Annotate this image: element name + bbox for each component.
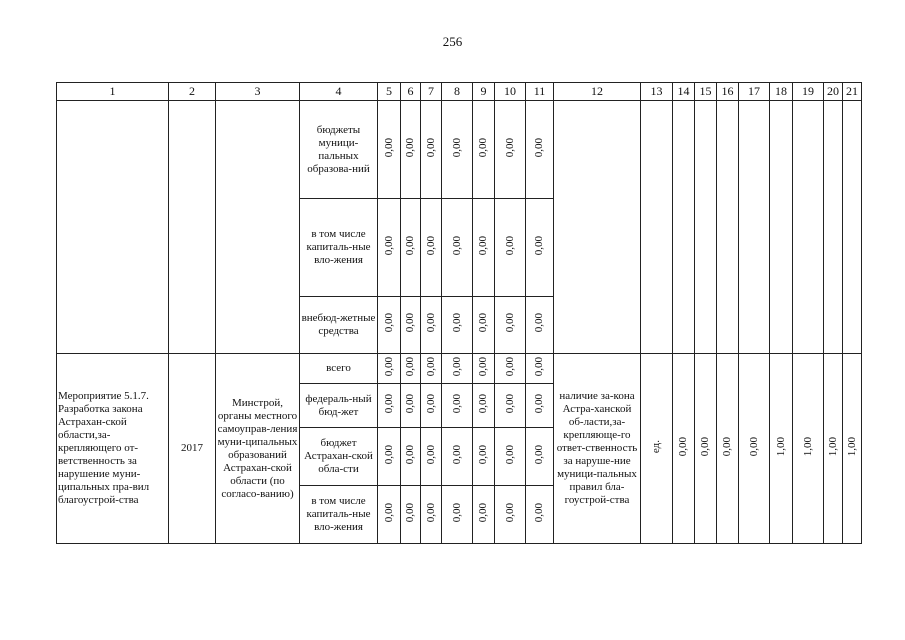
value-cell: 0,00 [473,428,495,486]
col-header: 4 [300,83,378,101]
empty-cell [673,101,695,354]
value-cell: 0,00 [495,354,526,384]
page-number: 256 [442,34,463,49]
value-cell: 0,00 [526,428,554,486]
value-cell: 0,00 [421,384,442,428]
indicator-name: наличие за-кона Астра-ханской об-ласти,за-крепляюще-го ответ-ственность за наруше-ние муници-пальных правил бла-гоустрой-ства [554,354,641,544]
value-cell: 0,00 [401,354,421,384]
source-label: в том числе капиталь-ные вло-жения [300,199,378,297]
value-cell: 0,00 [495,199,526,297]
value-cell: 0,00 [421,354,442,384]
measure-executor: Минстрой, органы местного самоуправ-ления муни-ципальных образований Астрахан-ской области (по согласо-ванию) [216,354,300,544]
value-cell: 0,00 [495,101,526,199]
value-cell: 0,00 [442,354,473,384]
value-cell: 0,00 [378,101,401,199]
value-cell: 0,00 [495,428,526,486]
empty-cell [824,101,843,354]
col-header: 1 [57,83,169,101]
col-header: 3 [216,83,300,101]
empty-cell [770,101,793,354]
empty-cell [695,101,717,354]
source-label: бюджет Астрахан-ской обла-сти [300,428,378,486]
col-header: 18 [770,83,793,101]
empty-cell [739,101,770,354]
empty-cell [169,101,216,354]
value-cell: 0,00 [401,428,421,486]
value-cell: 0,00 [473,384,495,428]
value-cell: 0,00 [473,199,495,297]
value-cell: 0,00 [421,199,442,297]
value-cell: 0,00 [495,297,526,354]
value-cell: 0,00 [442,101,473,199]
col-header: 6 [401,83,421,101]
empty-cell [717,101,739,354]
indicator-value: 0,00 [695,354,717,544]
indicator-value: 0,00 [673,354,695,544]
table-row [57,101,862,199]
source-label: всего [300,354,378,384]
value-cell: 0,00 [473,297,495,354]
empty-cell [843,101,862,354]
empty-cell [554,101,641,354]
col-header: 16 [717,83,739,101]
value-cell: 0,00 [378,384,401,428]
col-header: 14 [673,83,695,101]
col-header: 7 [421,83,442,101]
col-header: 5 [378,83,401,101]
value-cell: 0,00 [401,199,421,297]
value-cell: 0,00 [401,384,421,428]
unit-cell: ед. [641,354,673,544]
indicator-value: 0,00 [739,354,770,544]
col-header: 21 [843,83,862,101]
value-cell: 0,00 [526,486,554,544]
value-cell: 0,00 [495,384,526,428]
measure-name: Мероприятие 5.1.7. Разработка закона Астрахан-ской области,за-крепляющего от-ветственность за нарушение муни-ципальных пра-вил благоустрой-ства [57,354,169,544]
col-header: 17 [739,83,770,101]
value-cell: 0,00 [473,354,495,384]
source-label: внебюд-жетные средства [300,297,378,354]
table-row [57,354,862,384]
empty-cell [57,101,169,354]
value-cell: 0,00 [473,101,495,199]
empty-cell [793,101,824,354]
header-row [57,83,862,101]
source-label: в том числе капиталь-ные вло-жения [300,486,378,544]
value-cell: 0,00 [421,101,442,199]
value-cell: 0,00 [526,354,554,384]
source-label: федераль-ный бюд-жет [300,384,378,428]
value-cell: 0,00 [378,428,401,486]
value-cell: 0,00 [442,428,473,486]
measure-year: 2017 [169,354,216,544]
empty-cell [641,101,673,354]
value-cell: 0,00 [526,199,554,297]
indicator-value: 1,00 [793,354,824,544]
value-cell: 0,00 [526,101,554,199]
value-cell: 0,00 [421,486,442,544]
col-header: 20 [824,83,843,101]
value-cell: 0,00 [473,486,495,544]
value-cell: 0,00 [442,384,473,428]
value-cell: 0,00 [378,354,401,384]
value-cell: 0,00 [442,486,473,544]
col-header: 11 [526,83,554,101]
indicator-value: 1,00 [770,354,793,544]
indicator-value: 0,00 [717,354,739,544]
indicator-value: 1,00 [843,354,862,544]
col-header: 12 [554,83,641,101]
col-header: 13 [641,83,673,101]
program-table [56,82,862,544]
value-cell: 0,00 [378,199,401,297]
value-cell: 0,00 [378,297,401,354]
value-cell: 0,00 [526,384,554,428]
empty-cell [216,101,300,354]
col-header: 19 [793,83,824,101]
col-header: 15 [695,83,717,101]
value-cell: 0,00 [401,101,421,199]
col-header: 8 [442,83,473,101]
value-cell: 0,00 [526,297,554,354]
indicator-value: 1,00 [824,354,843,544]
col-header: 2 [169,83,216,101]
value-cell: 0,00 [421,428,442,486]
value-cell: 0,00 [401,297,421,354]
value-cell: 0,00 [442,199,473,297]
value-cell: 0,00 [495,486,526,544]
col-header: 9 [473,83,495,101]
value-cell: 0,00 [378,486,401,544]
col-header: 10 [495,83,526,101]
source-label: бюджеты муници-пальных образова-ний [300,101,378,199]
value-cell: 0,00 [401,486,421,544]
value-cell: 0,00 [421,297,442,354]
value-cell: 0,00 [442,297,473,354]
